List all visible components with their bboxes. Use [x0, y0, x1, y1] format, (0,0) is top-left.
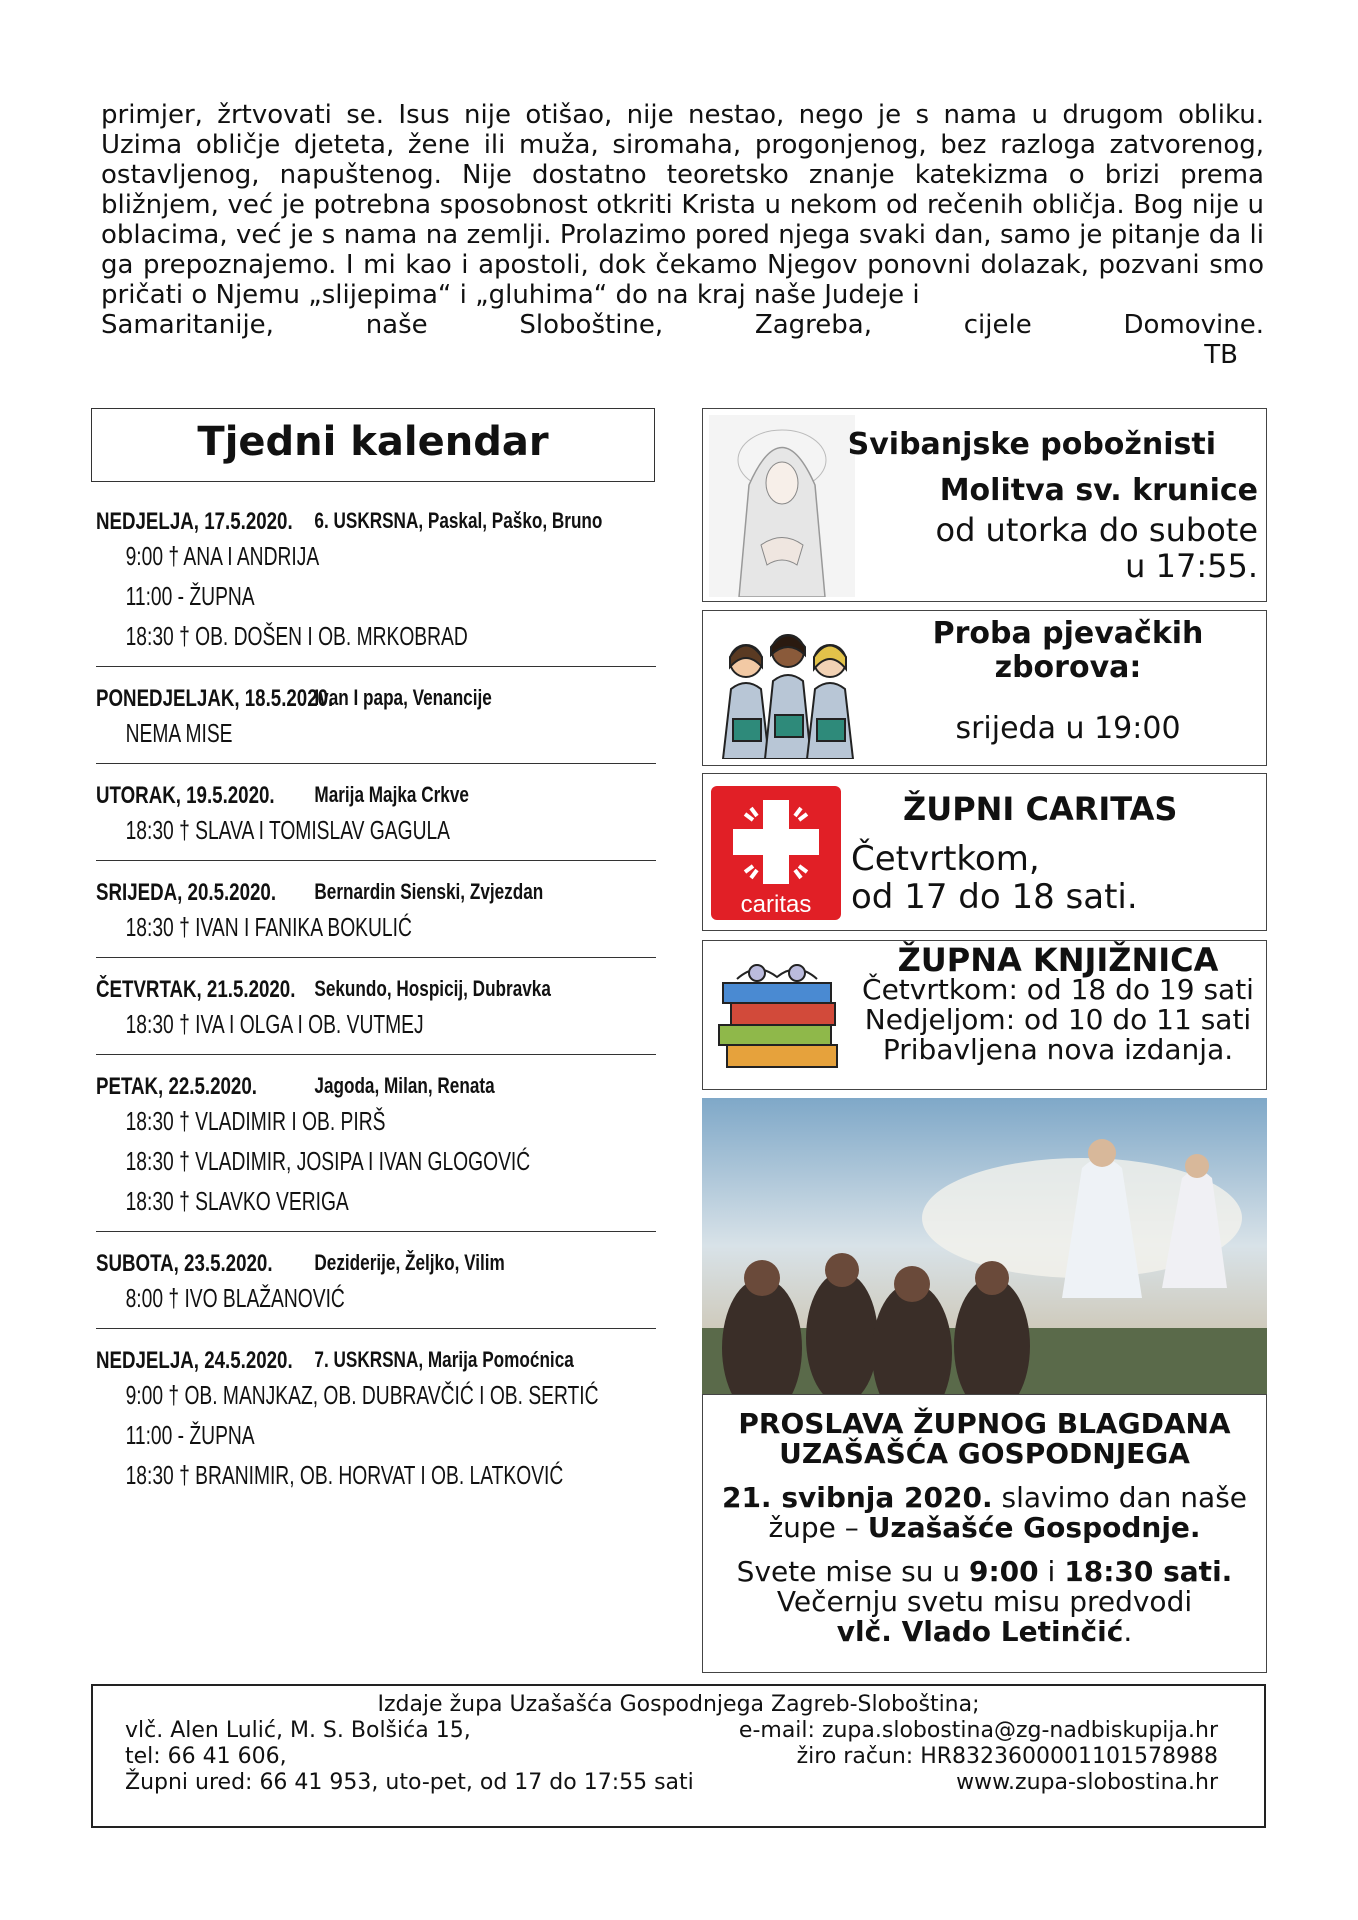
day-saints: 6. USKRSNA, Paskal, Paško, Bruno: [314, 508, 603, 533]
day-header: [96, 1250, 655, 1278]
library-title: ŽUPNA KNJIŽNICA: [897, 941, 1219, 979]
intro-paragraph: primjer, žrtvovati se. Isus nije otišao, nije nestao, nego je s nama u drugom obliku. Uzima obličje djeteta, žene ili muža, siromaha, progonjenog, bez razloga zatvorenog, ostavljenog, napuštenog. Nije dostatno teoretsko znanje katekizma o brizi prema bližnjem, već je potrebna sposobnost otkriti Krista u nekom od rečenih obličja. Bog nije u oblacima, već je s nama na zemlji. Prolazimo pored njega svaki dan, samo je pitanje da li ga prepoznajemo. I mi kao i apostoli, dok čekamo Njegov ponovni dolazak, pozvani smo pričati o Njemu „slijepima“ i „gluhima“ do na kraj naše Judeje i: [101, 100, 1264, 310]
caritas-box: [702, 773, 1267, 931]
caritas-line2: od 17 do 18 sati.: [851, 877, 1138, 917]
mass-entry: 18:30 † VLADIMIR I OB. PIRŠ: [125, 1106, 386, 1136]
library-line3: Pribavljena nova izdanja.: [882, 1033, 1234, 1066]
day-header: [96, 879, 655, 907]
day-saints: 7. USKRSNA, Marija Pomoćnica: [314, 1347, 574, 1372]
mass-entry: 18:30 † VLADIMIR, JOSIPA I IVAN GLOGOVIĆ: [125, 1146, 531, 1176]
day-date: PETAK, 22.5.2020.: [96, 1073, 257, 1100]
day-header: [96, 685, 655, 713]
day-header: [96, 1347, 655, 1375]
day-date: PONEDJELJAK, 18.5.2020.: [96, 685, 334, 712]
feast-date: [703, 1483, 1266, 1543]
caritas-times: [851, 840, 1138, 916]
feast-mass-prefix: Svete mise su u: [736, 1555, 969, 1588]
feast-priest: vlč. Vlado Letinčić: [836, 1615, 1124, 1648]
footer-account: žiro račun: HR8323600001101578988: [796, 1744, 1218, 1769]
mass-entry: 18:30 † IVAN I FANIKA BOKULIĆ: [125, 912, 412, 942]
caritas-cross-icon: [711, 786, 841, 920]
signature: TB: [1204, 340, 1238, 370]
intro-last-line: Samaritanije, naše Sloboštine, Zagreba, cijele Domovine.: [101, 310, 1264, 340]
may-line2: u 17:55.: [1125, 547, 1258, 585]
day-header: [96, 976, 655, 1004]
day-saints: Bernardin Sienski, Zvjezdan: [314, 879, 544, 904]
mass-entry: 9:00 † ANA I ANDRIJA: [125, 541, 320, 571]
choir-box: [702, 610, 1267, 766]
weekly-calendar: [96, 508, 656, 1523]
feast-mass-and: i: [1038, 1555, 1065, 1588]
may-line1: od utorka do subote: [935, 511, 1258, 549]
choir-singers-icon: [713, 619, 861, 759]
day-saints: Jagoda, Milan, Renata: [314, 1073, 495, 1098]
feast-date-bold: 21. svibnja 2020.: [721, 1481, 993, 1514]
day-date: NEDJELJA, 17.5.2020.: [96, 508, 293, 535]
mass-entry: 18:30 † OB. DOŠEN I OB. MRKOBRAD: [125, 621, 468, 651]
feast-mass-time2: 18:30 sati.: [1064, 1555, 1233, 1588]
day-saints: Deziderije, Željko, Vilim: [314, 1250, 505, 1275]
day-date: SRIJEDA, 20.5.2020.: [96, 879, 277, 906]
may-devotions-box: [702, 408, 1267, 602]
mass-entry: 18:30 † SLAVA I TOMISLAV GAGULA: [125, 815, 450, 845]
day-saints: Sekundo, Hospicij, Dubravka: [314, 976, 551, 1001]
footer-web[interactable]: www.zupa-slobostina.hr: [956, 1770, 1218, 1795]
mass-entry: 8:00 † IVO BLAŽANOVIĆ: [125, 1283, 345, 1313]
calendar-day: [96, 1250, 656, 1329]
feast-parish-bold: Uzašašće Gospodnje.: [867, 1511, 1201, 1544]
day-header: [96, 782, 655, 810]
feast-heading2: UZAŠAŠĆA GOSPODNJEGA: [779, 1437, 1190, 1470]
may-subtitle: Molitva sv. krunice: [939, 473, 1258, 508]
mass-entry: 11:00 - ŽUPNA: [125, 1420, 255, 1450]
library-box: [702, 940, 1267, 1090]
feast-text: [702, 1394, 1267, 1673]
feast-box: [702, 1098, 1267, 1673]
calendar-day: [96, 879, 656, 958]
mary-icon: [709, 415, 855, 597]
day-saints: Marija Majka Crkve: [314, 782, 469, 807]
footer-office: Župni ured: 66 41 953, uto-pet, od 17 do 17:55 sati: [125, 1770, 694, 1795]
feast-heading1: PROSLAVA ŽUPNOG BLAGDANA: [738, 1407, 1231, 1440]
day-saints: Ivan I papa, Venancije: [314, 685, 492, 710]
footer-priest: vlč. Alen Lulić, M. S. Bolšića 15,: [125, 1718, 471, 1743]
caritas-logo-text: caritas: [740, 891, 812, 918]
caritas-logo: [711, 786, 841, 920]
feast-priest-suffix: .: [1123, 1615, 1133, 1648]
feast-parish-prefix: župe –: [768, 1511, 868, 1544]
footer-publisher: Izdaje župa Uzašašća Gospodnjega Zagreb-Sloboština;: [377, 1692, 980, 1717]
mass-entry: 9:00 † OB. MANJKAZ, OB. DUBRAVČIĆ I OB. SERTIĆ: [125, 1380, 599, 1410]
day-header: [96, 508, 655, 536]
choir-time: srijeda u 19:00: [955, 711, 1181, 746]
day-header: [96, 1073, 655, 1101]
calendar-day: [96, 508, 656, 667]
mass-entry: 18:30 † IVA I OLGA I OB. VUTMEJ: [125, 1009, 424, 1039]
calendar-day: [96, 976, 656, 1055]
calendar-title: Tjedni kalendar: [91, 408, 655, 482]
feast-evening: Večernju svetu misu predvodi: [776, 1585, 1193, 1618]
mass-entry: NEMA MISE: [125, 718, 233, 748]
footer: [91, 1684, 1266, 1828]
day-date: ČETVRTAK, 21.5.2020.: [96, 976, 296, 1003]
caritas-title: ŽUPNI CARITAS: [903, 790, 1178, 828]
feast-masses: [703, 1557, 1266, 1647]
calendar-day: [96, 1347, 656, 1505]
library-line2: Nedjeljom: od 10 do 11 sati: [864, 1003, 1252, 1036]
footer-tel: tel: 66 41 606,: [125, 1744, 287, 1769]
library-line1: Četvrtkom: od 18 do 19 sati: [862, 973, 1254, 1006]
day-date: NEDJELJA, 24.5.2020.: [96, 1347, 293, 1374]
library-text: [858, 941, 1258, 1066]
mass-entry: 18:30 † SLAVKO VERIGA: [125, 1186, 349, 1216]
intro-text: [101, 100, 1264, 370]
choir-title: Proba pjevačkih zborova:: [932, 616, 1204, 685]
books-icon: [707, 957, 852, 1077]
day-date: UTORAK, 19.5.2020.: [96, 782, 275, 809]
footer-email[interactable]: e-mail: zupa.slobostina@zg-nadbiskupija.hr: [738, 1718, 1218, 1743]
may-title: Svibanjske pobožnisti: [847, 427, 1216, 462]
caritas-line1: Četvrtkom,: [851, 839, 1040, 879]
calendar-day: [96, 685, 656, 764]
calendar-day: [96, 1073, 656, 1232]
feast-date-rest: slavimo dan naše: [992, 1481, 1248, 1514]
ascension-painting-icon: [702, 1098, 1267, 1394]
feast-mass-time1: 9:00: [969, 1555, 1039, 1588]
mass-entry: 18:30 † BRANIMIR, OB. HORVAT I OB. LATKOVIĆ: [125, 1460, 564, 1490]
calendar-day: [96, 782, 656, 861]
day-date: SUBOTA, 23.5.2020.: [96, 1250, 273, 1277]
mass-entry: 11:00 - ŽUPNA: [125, 581, 255, 611]
